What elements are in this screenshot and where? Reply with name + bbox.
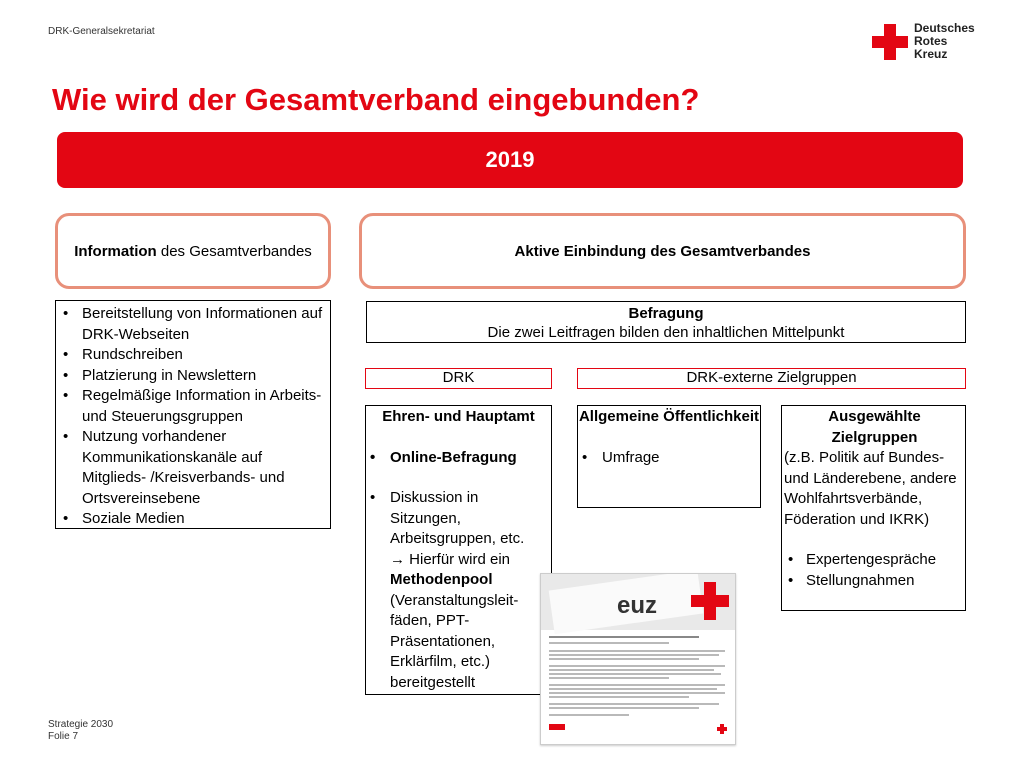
document-thumbnail	[540, 573, 736, 745]
list-item: • Soziale Medien	[56, 509, 330, 530]
allgemeine-oeffentlichkeit-box	[577, 405, 761, 508]
list-item: • Bereitstellung von Informationen auf DRK-Webseiten	[56, 304, 330, 345]
list-item: • Diskussion in Sitzungen, Arbeitsgruppen, etc. → Hierfür wird ein Methodenpool (Veranstaltungsleit-fäden, PPT-Präsentationen, Erklärfilm, etc.) bereitgestellt	[366, 488, 551, 693]
ausgewaehlt-text: (z.B. Politik auf Bundes- und Länderebene, andere Wohlfahrtsverbände, Föderation und IKRK)	[784, 449, 957, 528]
information-heading: Information des Gesamtverbandes	[74, 242, 312, 260]
drk-logo	[872, 22, 982, 62]
document-banner-image: euz	[541, 574, 735, 630]
logo-wordmark: Deutsches Rotes Kreuz	[914, 21, 975, 61]
list-item: • Regelmäßige Information in Arbeits- und Steuerungsgruppen	[56, 386, 330, 427]
befragung-title: Befragung	[628, 305, 704, 322]
active-involvement-heading-box	[359, 213, 966, 289]
list-item: • Expertengespräche	[784, 550, 965, 571]
red-cross-icon	[872, 24, 908, 60]
list-item: • Nutzung vorhandener Kommunikationskanäle auf Mitglieds- /Kreisverbands- und Ortsvereinsebene	[56, 427, 330, 509]
allgemein-heading: Allgemeine Öffentlichkeit	[578, 408, 760, 425]
active-involvement-heading: Aktive Einbindung des Gesamtverbandes	[514, 242, 811, 260]
list-item: • Stellungnahmen	[784, 571, 965, 592]
footer-line: Folie 7	[48, 731, 79, 742]
year-banner	[57, 132, 963, 188]
slide-title: Wie wird der Gesamtverband eingebunden?	[52, 82, 700, 117]
extern-label: DRK-externe Zielgruppen	[686, 369, 857, 386]
ehren-heading: Ehren- und Hauptamt	[382, 408, 535, 425]
organization-label: DRK-Generalsekretariat	[48, 26, 155, 37]
extern-label-box	[577, 368, 966, 389]
slide-footer	[48, 719, 113, 743]
year-label: 2019	[485, 147, 535, 172]
footer-line: Strategie 2030	[48, 719, 114, 730]
information-list	[55, 300, 331, 529]
ausgewaehlt-heading: Ausgewählte Zielgruppen	[828, 408, 921, 446]
arrow-icon: →	[390, 550, 405, 568]
red-cross-icon	[691, 582, 729, 620]
red-cross-icon	[717, 724, 727, 734]
list-item: • Online-Befragung	[366, 448, 551, 469]
drk-label-box	[365, 368, 552, 389]
document-button-shape	[549, 724, 565, 730]
list-item: • Umfrage	[578, 448, 760, 469]
ehren-hauptamt-box	[365, 405, 552, 695]
drk-label: DRK	[442, 369, 475, 386]
befragung-box	[366, 301, 966, 343]
list-item: • Rundschreiben	[56, 345, 330, 366]
information-heading-box	[55, 213, 331, 289]
ausgewaehlte-zielgruppen-box	[781, 405, 966, 611]
befragung-text: Die zwei Leitfragen bilden den inhaltlichen Mittelpunkt	[487, 324, 845, 341]
list-item: • Platzierung in Newslettern	[56, 366, 330, 387]
